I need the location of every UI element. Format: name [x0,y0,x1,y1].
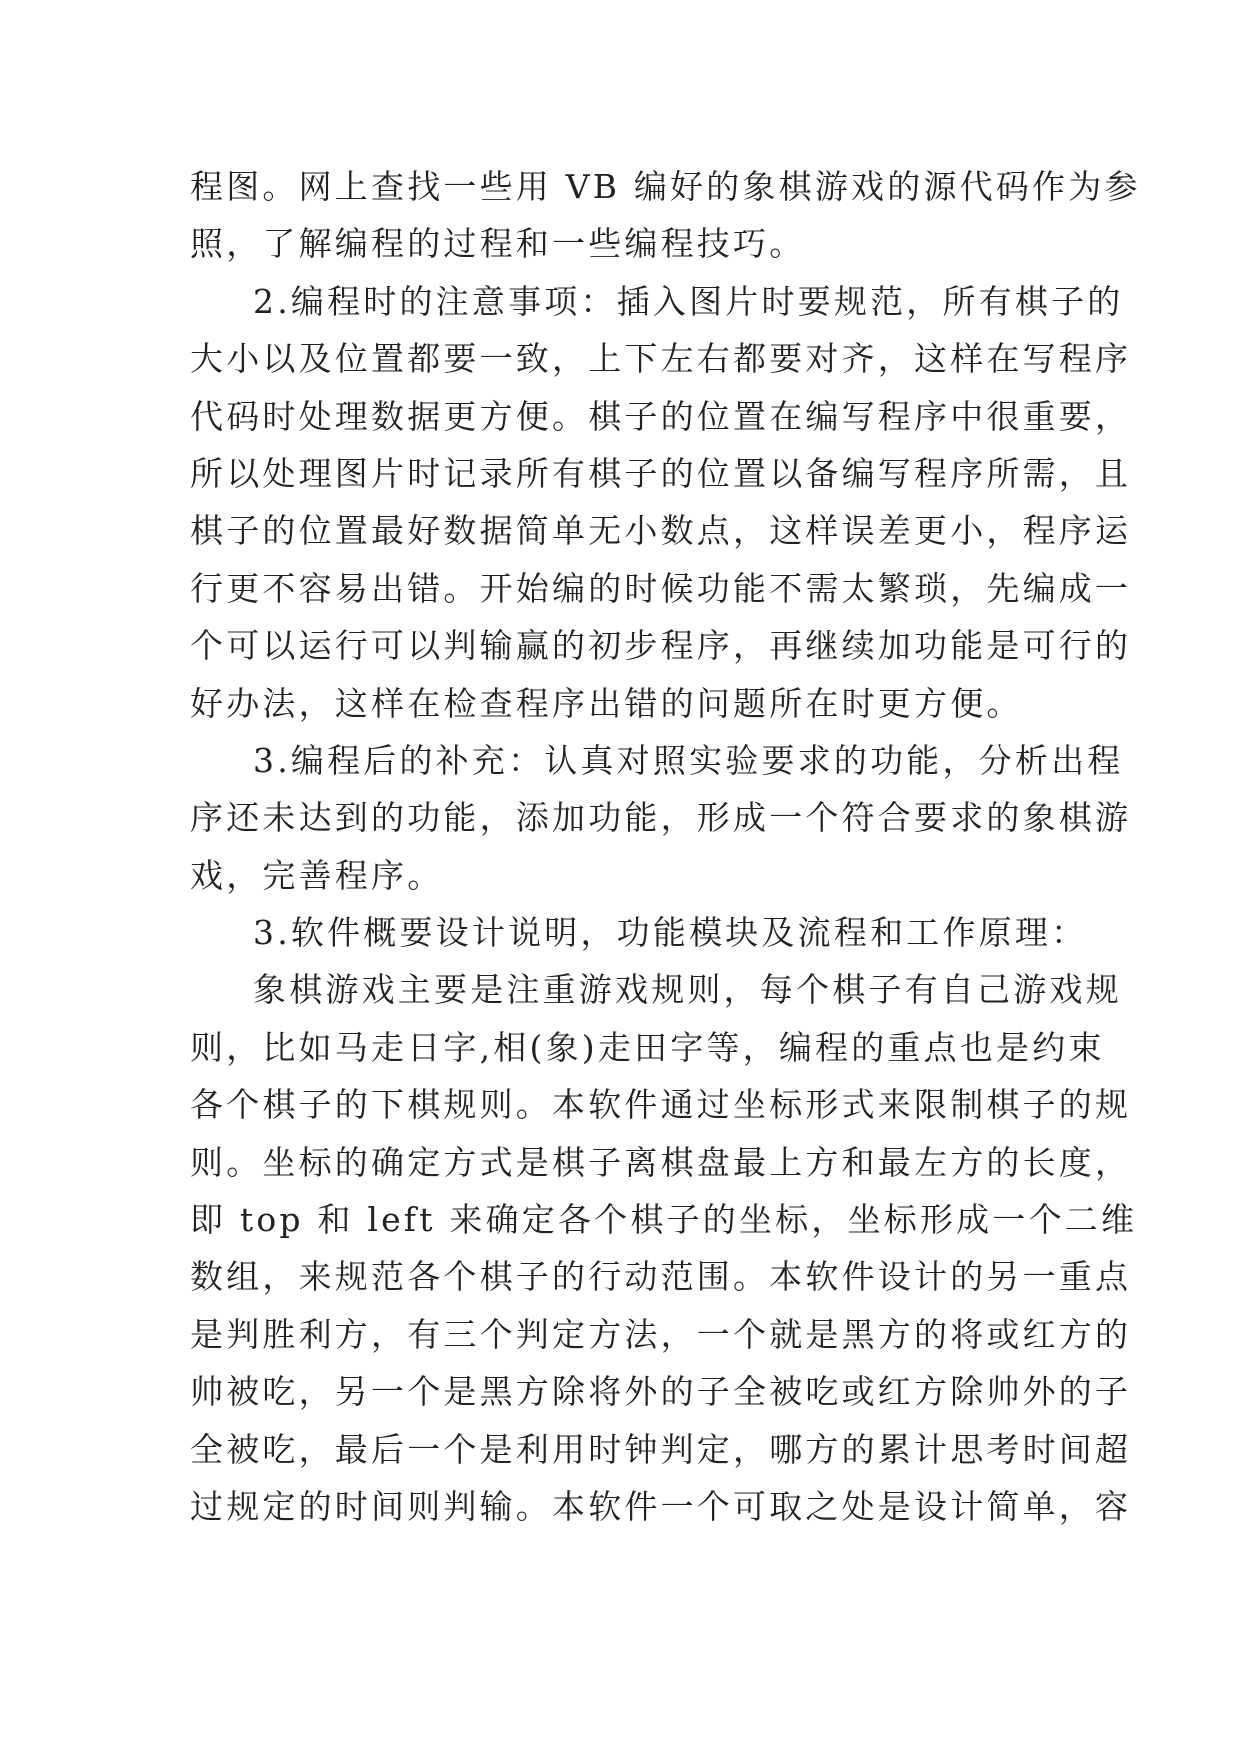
text-line: 序还未达到的功能，添加功能，形成一个符合要求的象棋游 [190,798,1132,838]
text-line: 帅被吃，另一个是黑方除将外的子全被吃或红方除帅外的子 [190,1372,1132,1412]
body-text [190,158,1141,1535]
text-line: 即 top 和 left 来确定各个棋子的坐标，坐标形成一个二维 [190,1200,1138,1240]
text-line: 数组，来规范各个棋子的行动范围。本软件设计的另一重点 [190,1257,1132,1297]
text-line: 个可以运行可以判输赢的初步程序，再继续加功能是可行的 [190,626,1132,666]
text-line: 代码时处理数据更方便。棋子的位置在编写程序中很重要， [190,396,1132,436]
text-line: 棋子的位置最好数据简单无小数点，这样误差更小，程序运 [190,511,1132,551]
text-line: 则。坐标的确定方式是棋子离棋盘最上方和最左方的长度， [190,1142,1132,1182]
text-line: 则，比如马走日字,相(象)走田字等，编程的重点也是约束 [190,1027,1105,1067]
text-line: 大小以及位置都要一致，上下左右都要对齐，这样在写程序 [190,339,1132,379]
text-line: 过规定的时间则判输。本软件一个可取之处是设计简单，容 [190,1486,1132,1526]
text-line: 好办法，这样在检查程序出错的问题所在时更方便。 [190,683,1023,723]
text-line: 照，了解编程的过程和一些编程技巧。 [190,224,806,264]
text-line: 3.编程后的补充：认真对照实验要求的功能，分析出程 [253,740,1124,780]
text-line: 所以处理图片时记录所有棋子的位置以备编写程序所需，且 [190,453,1132,493]
text-line: 程图。网上查找一些用 VB 编好的象棋游戏的源代码作为参 [190,167,1141,206]
text-line: 行更不容易出错。开始编的时候功能不需太繁琐，先编成一 [190,568,1132,608]
text-line: 是判胜利方，有三个判定方法，一个就是黑方的将或红方的 [190,1314,1132,1354]
text-line: 象棋游戏主要是注重游戏规则，每个棋子有自己游戏规 [253,970,1122,1010]
text-line: 全被吃，最后一个是利用时钟判定，哪方的累计思考时间超 [190,1429,1132,1469]
text-line: 各个棋子的下棋规则。本软件通过坐标形式来限制棋子的规 [190,1085,1132,1125]
text-line: 2.编程时的注意事项：插入图片时要规范，所有棋子的 [253,281,1124,321]
text-line: 戏，完善程序。 [190,855,444,895]
text-line: 3.软件概要设计说明，功能模块及流程和工作原理： [253,913,1088,953]
